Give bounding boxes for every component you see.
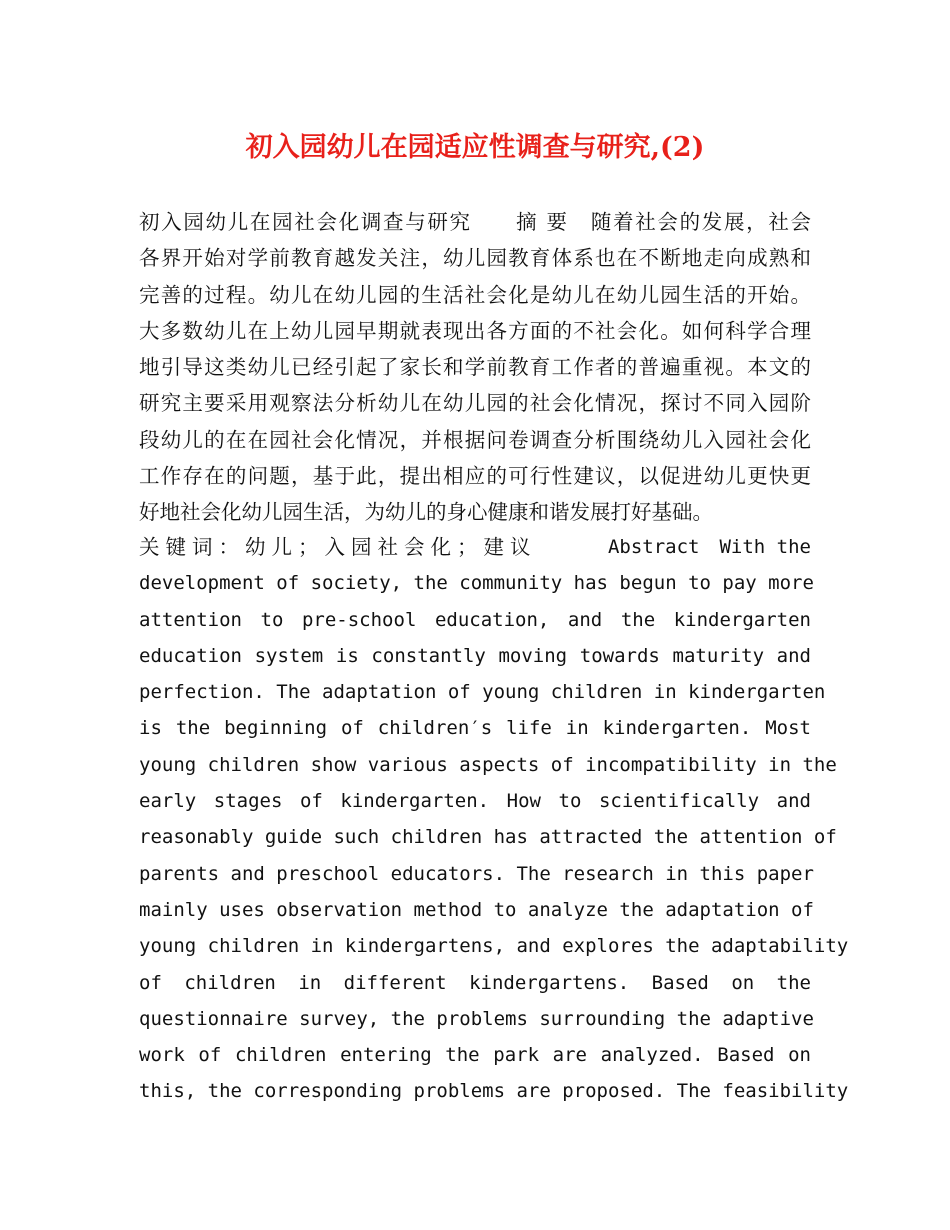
text-line: this, the corresponding problems are proposed. The feasibility xyxy=(139,1080,849,1103)
text-line: 地引导这类幼儿已经引起了家长和学前教育工作者的普遍重视。本文的 xyxy=(139,355,811,380)
text-line: 工作存在的问题，基于此，提出相应的可行性建议，以促进幼儿更快更 xyxy=(139,464,811,489)
document-title: 初入园幼儿在园适应性调查与研究,(2) xyxy=(245,132,705,163)
text-line: 初入园幼儿在园社会化调查与研究 摘 要 随着社会的发展，社会 xyxy=(139,210,811,234)
abstract-heading-group xyxy=(608,529,811,565)
text-line: questionnaire survey, the problems surrounding the adaptive xyxy=(139,1007,814,1030)
text-line: reasonably guide such children has attracted the attention of xyxy=(139,826,837,849)
text-line: early stages of kindergarten. How to scientifically and xyxy=(139,790,811,813)
keywords-label: 关键词：幼儿；入园社会化；建议 xyxy=(139,535,537,559)
keywords-line xyxy=(139,529,811,565)
text-line: attention to pre-school education, and the kindergarten xyxy=(139,608,811,631)
abstract-heading: Abstract xyxy=(607,536,700,558)
text-line: work of children entering the park are analyzed. Based on xyxy=(139,1044,811,1067)
text-line: parents and preschool educators. The research in this paper xyxy=(139,862,814,885)
text-line: development of society, the community has begun to pay more xyxy=(139,572,814,595)
english-abstract xyxy=(139,529,849,1110)
abstract-first-words: With the xyxy=(719,536,811,558)
text-line: education system is constantly moving towards maturity and xyxy=(139,644,811,667)
text-line: is the beginning of children′s life in kindergarten. Most xyxy=(139,717,811,740)
chinese-abstract xyxy=(139,204,811,531)
text-line: 大多数幼儿在上幼儿园早期就表现出各方面的不社会化。如何科学合理 xyxy=(139,318,811,343)
text-line: 段幼儿的在在园社会化情况，并根据问卷调查分析围绕幼儿入园社会化 xyxy=(139,427,811,452)
text-line: 好地社会化幼儿园生活，为幼儿的身心健康和谐发展打好基础。 xyxy=(139,500,713,525)
text-line: young children in kindergartens, and explores the adaptability xyxy=(139,935,849,958)
text-line: of children in different kindergartens. Based on the xyxy=(139,971,811,994)
text-line: perfection. The adaptation of young children in kindergarten xyxy=(139,681,826,704)
text-line: 各界开始对学前教育越发关注，幼儿园教育体系也在不断地走向成熟和 xyxy=(139,246,811,271)
text-line: young children show various aspects of incompatibility in the xyxy=(139,753,837,776)
text-line: mainly uses observation method to analyze the adaptation of xyxy=(139,898,814,921)
text-line: 完善的过程。幼儿在幼儿园的生活社会化是幼儿在幼儿园生活的开始。 xyxy=(139,282,811,307)
text-line: 研究主要采用观察法分析幼儿在幼儿园的社会化情况，探讨不同入园阶 xyxy=(139,391,811,416)
